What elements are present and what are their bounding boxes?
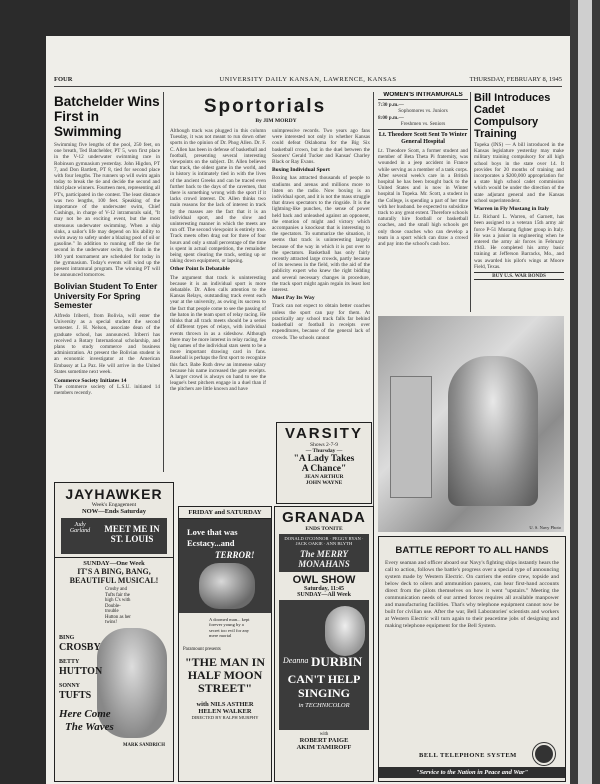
varsity-shows: Shows 2-7-9	[310, 442, 338, 448]
halfmoon-ad	[178, 506, 272, 782]
bolivian-body: Alfredo Iriberri, from Bolivia, will enter the University as a special student the second semester. J. H. Nelson, associate dean of the graduate school, has announced. Iriberri has received a Rotary International scholarship, and plans to study commerce and business administration. At present the Bolivian student is an economic investigator at the American Embassy at La Paz. He will arrive in the United States sometime next week.	[54, 312, 160, 375]
warren-body: Lt. Richard L. Warren, of Garnett, has been assigned to a veteran 15th army air force P-51 Mustang fighter group in Italy. He was a junior in engineering when he entered the army air forces in February 1943. He completed his army basic training at Jefferson Barracks, Mo., and was awarded his pilot's wings at Moore Field, Texas.	[474, 214, 564, 270]
granada-costar2: AKIM TAMIROFF	[296, 744, 352, 751]
photo-panel	[390, 376, 432, 498]
paper-name: UNIVERSITY DAILY KANSAN, LAWRENCE, KANSAS	[219, 76, 397, 83]
newspaper-page	[46, 36, 570, 784]
actor1-last: CROSBY	[59, 641, 101, 653]
granada-name: GRANADA	[282, 509, 366, 526]
issue-date: THURSDAY, FEBRUARY 8, 1945	[469, 76, 562, 83]
column-rule-1	[163, 92, 164, 472]
schedule-time-1: 7:30 p.m.—	[378, 102, 404, 109]
waves-title-1: Here Come	[59, 707, 111, 720]
scan-border-strip-inner	[578, 0, 592, 784]
bell-ad	[378, 536, 566, 782]
durbin-first: Deanna	[283, 656, 309, 665]
waves-tagline1: IT'S A BING, BANG,	[77, 567, 151, 576]
column-rule-4	[470, 92, 471, 312]
halfmoon-art	[179, 519, 271, 613]
batchelder-body: Swimming five lengths of the pool, 250 feet, on one breath, Ted Batchelder, PT 5, won first place in the V-12 underwater swimming race in Robinson gymnasium yesterday. John Higdon, PT 7, and Don Bartlett, PT 8, tied for second place with four lengths. The runners up will swim again today to break the tie and decide the second and third place winners. Fourteen men, representing all PT's, participated in the contest. The least distance was two lengths, 100 feet. Speaking of the importance of the underwater swim, Chief Cushings, in charge of V-12 intramurals said, "It may not be an exciting event, but the most strenuous underwater swimming. When a ship sinks, a sailor's life may depend on his ability to swim away to safety under a blazing pool of oil or gasoline." In addition to running off the tie for second in the underwater swim, the finals in the 100 yard tournament are scheduled for today in the gymnasium. Today's events will wind up the present intramural program. The winning PT will be announced tomorrow.	[54, 142, 160, 279]
cant-help-title2: SINGING	[297, 686, 350, 700]
meet-me-title: MEET ME IN ST. LOUIS	[104, 524, 160, 544]
sportorials-continued: unimpressive records. Two years ago fans were interested not only in whether Kansas could defeat Oklahoma for the Big Six basketball crown, but in the duel between the Sooners' Gerald Tucker and Kansas' Charley Black or Ray Evans.	[272, 128, 370, 166]
waves-title-2: The Waves	[65, 720, 114, 733]
scott-body: Lt. Theodore Scott, a former student and member of Beta Theta Pi fraternity, was wounded in a jeep accident in France while serving as a member of a tank corps. After several week's care in a British hospital he has been brought back to the United States and is now in Winter hospital in Topeka. Mr. Scott, a student in the College, is spending a part of her time with her husband. be expected to subsidize track to any great extent. Therefore schools naturally hire football or basketball coaches, and the small high schools get only those coaches who can develop a team in a sport which can draw a crowd and pay into the school's cash box.	[378, 148, 468, 248]
page-number: FOUR	[54, 76, 73, 83]
granada-costar1: ROBERT PAIGE	[299, 737, 349, 744]
durbin-last: DURBIN	[311, 654, 363, 669]
column-5	[474, 92, 564, 314]
bell-headline: BATTLE REPORT TO ALL HANDS	[395, 545, 549, 556]
halfmoon-costar: HELEN WALKER	[198, 707, 252, 715]
halfmoon-with: with NILS ASTHER	[196, 700, 254, 708]
column-4	[378, 92, 468, 314]
halfmoon-studio: Paramount presents	[183, 646, 221, 652]
waves-tagline2: BEAUTIFUL MUSICAL!	[69, 576, 159, 585]
granada-with: with	[319, 732, 329, 737]
womens-intramurals-headline: WOMEN'S INTRAMURALS	[378, 92, 468, 100]
column-rule-3	[373, 92, 374, 512]
actor3	[59, 682, 91, 700]
durbin-face	[325, 606, 365, 656]
granada-film: The MERRY MONAHANS	[298, 548, 350, 569]
actor2-first: BETTY	[59, 658, 80, 665]
sportorials-title: Sportorials	[203, 96, 327, 117]
waves-cast	[55, 628, 173, 748]
halfmoon-faces	[199, 563, 255, 609]
page-header	[54, 74, 562, 87]
varsity-day: — Thursday —	[305, 448, 343, 454]
scan-border-strip	[570, 0, 600, 784]
bell-logo-icon	[533, 743, 555, 765]
owl-show-next: SUNDAY—All Week	[297, 592, 351, 598]
jayhawker-name: JAYHAWKER	[65, 486, 163, 502]
halfmoon-title1: "THE MAN IN	[185, 654, 265, 669]
jayhawker-now: NOW—Ends Saturday	[81, 508, 147, 515]
varsity-ad	[276, 422, 372, 504]
varsity-title-line2: A Chance"	[301, 464, 347, 474]
halfmoon-title3: STREET"	[197, 680, 253, 695]
sportorials-byline: By JIM MORDY	[255, 118, 297, 124]
halfmoon-promo: A doomed man... kept forever young by a secret too evil for any mere mortal	[209, 617, 250, 639]
war-bonds-banner: BUY U.S. WAR BONDS	[474, 272, 564, 280]
halfmoon-tag3: TERROR!	[215, 550, 255, 560]
actor3-last: TUFTS	[59, 689, 92, 701]
jayhawker-engagement: Week's Engagement	[91, 502, 137, 508]
batchelder-headline: Batchelder Wins First in Swimming	[54, 94, 160, 139]
meet-me-box	[61, 518, 167, 554]
photo-credit: U. S. Navy Photo	[529, 525, 561, 530]
varsity-title-line1: "A Lady Takes	[293, 454, 355, 464]
navy-photo	[378, 316, 564, 532]
actor1-first: BING	[59, 634, 75, 641]
actor1	[59, 634, 101, 652]
bolivian-headline: Bolivian Student To Enter University For Spring Semester	[54, 281, 158, 311]
scott-headline: Lt. Theodore Scott Sent To Winter General Hospital	[378, 129, 468, 146]
pay-subhead: Must Pay Its Way	[272, 295, 315, 302]
varsity-star2: JOHN WAYNE	[305, 480, 343, 486]
commerce-body: The commerce society of L.S.U. initiated 14 members recently.	[54, 384, 160, 397]
waves-promo: Crosby and Tufts fair the high C's with Double-trouble Hutton as her twins!	[105, 587, 131, 625]
cadet-bill-headline: Bill Introduces Cadet Compulsory Training	[474, 92, 551, 140]
photo-figure	[448, 356, 538, 506]
technicolor-label: in TECHNICOLOR	[298, 702, 350, 709]
bell-slogan: "Service to the Nation in Peace and War"	[379, 767, 565, 778]
halfmoon-title2: HALF MOON	[187, 667, 263, 682]
varsity-star1: JEAN ARTHUR	[304, 474, 344, 480]
varsity-name: VARSITY	[285, 425, 363, 442]
waves-director: MARK SANDRICH	[123, 742, 165, 748]
boxing-subhead: Boxing Individual Sport	[272, 167, 330, 174]
jayhawker-ad	[54, 482, 174, 782]
granada-cast-box	[279, 534, 369, 572]
halfmoon-header: FRIDAY and SATURDAY	[179, 507, 271, 519]
actor3-first: SONNY	[59, 682, 81, 689]
granada-ad	[274, 506, 374, 782]
cadet-bill-body: Topeka (INS) — A bill introduced in the Kansas legislature yesterday may make military training compulsory for all high school boys in the state over 14. It provides for 20 months of training and incorporates a $200,000 appropriation for a state high school cadet commission which would be under the direction of the state adjutant general and the Kansas school superintendent.	[474, 142, 564, 204]
granada-ends: ENDS TONITE	[305, 526, 343, 532]
schedule-time-2: 8:00 p.m.—	[378, 114, 404, 121]
sportorials-body2: The argument that track is uninteresting because it is an individual sport is more debatable. Dr. Allen calls attention to the Kansas Relays, outstanding track event each year at the university, as owing its success to the fact that people come to see the passing of the baton in the team sport of relay racing. He thinks that all track meets should be a series of different types of relays, with individual events thrown in as a sideshow. Although there may be more interest in relay racing, the big names of the individual stars seem to be a more important drawing card in fans. Baseball is perhaps the first sport to recognize this fact. Babe Ruth drew an immense salary because his name increased the gate receipts. A larger crowd is always on hand to see the league's best pitchers engage in a duel than if the pitchers are little known and have	[170, 274, 266, 393]
schedule-teams-2: Freshmen vs. Seniors	[400, 120, 446, 127]
sportorials-subhead: Other Point Is Debatable	[170, 266, 230, 273]
column-1	[54, 94, 160, 476]
boxing-body: Boxing has attracted thousands of people to stadiums and arenas and millions more to listen on the radio. Now boxing is an individual sport, and it is not the mass struggle that draws spectators to the ringside. It is the lightning-like punches, the sense of power held back and unleashed against an opponent, the emotion of might and victory which accompanies a knockout that is interesting to the spectators. To summarize the situation, it seems that track is uninteresting largely because of the way in which it is put over to the spectators. Basketball has only fairly recently attracted large crowds, partly because of its newness in the field, with the aid of the publicity expert who knew the right bidding and several necessary changes in procedure, the track sport might again regain its least lost interest.	[272, 175, 370, 294]
halfmoon-tag1: Love that was	[187, 527, 238, 537]
halfmoon-director: DIRECTED BY RALPH MURPHY	[191, 714, 259, 720]
warren-subhead: Warren in Fly Mustang in Italy	[474, 206, 549, 213]
durbin-art	[279, 600, 369, 730]
column-2	[170, 128, 266, 473]
commerce-headline: Commerce Society Initiates 14	[54, 378, 127, 384]
schedule-teams-1: Sophomores vs. Juniors	[398, 108, 448, 115]
bell-body: Every seaman and officer aboard our Navy's fighting ships instantly hears the call to action, follows the battle's progress over a special type of announcing system made by Western Electric. On carriers the entire crew, topside and below deck to oilers and ammunition passers, can hear first-hand accounts direct from the pilots themselves on how it went "upstairs." Meeting the communication needs of our armed forces requires all available manpower and manufacturing facilities. That's why telephone equipment cannot now be built for civilian use. After the war, Bell Laboratories' scientists and workers at Western Electric will turn again to their peacetime jobs of designing and making telephone equipment for the Bell System.	[385, 560, 559, 629]
bell-company: BELL TELEPHONE SYSTEM	[419, 752, 517, 759]
actor2	[59, 658, 102, 676]
sportorials-body: Although track was plugged in this column Tuesday, it was not meant to run down other sports in the opinion of Dr. Phog Allen. Dr. F. C. Allen has been in defense of basketball and football, presenting several interesting viewpoints on the subject. Dr. Allen believes that track, the oldest game in the world, and in history is intimately tied in with the lives of the ancient Greeks and can be traced even further back to the days of the cavemen, that there is something wrong with the sport if it lacks crowd interest. Dr. Allen thinks two main reasons for the lack of interest in track by the masses are the fact that it is an individual sport, and the slow and uninteresting manner in which the meets are run off. The second viewpoint is entirely true. Track meets often drag out for three of four hours and only a small percentage of the time is spent in actual competition, the remainder being spent clearing the track, setting up or taking down equipment, or lapsing.	[170, 128, 266, 265]
granada-cast: DONALD O'CONNOR · PEGGY RYAN · JACK OAKIE · ANN BLYTH	[284, 536, 364, 547]
judy-garland-label: Judy Garland	[69, 522, 91, 534]
owl-show: OWL SHOW	[292, 574, 356, 586]
actor2-last: HUTTON	[59, 665, 103, 677]
owl-show-time: Saturday, 11:45	[303, 586, 344, 592]
halfmoon-tag2: Ecstacy...and	[187, 538, 235, 548]
cant-help-title1: CAN'T HELP	[287, 672, 361, 686]
pay-body: Track can not expect to obtain better coaches unless the sport can pay for them. At practically any school track falls far behind basketball or football in receipts over expenditures, because of the general lack of crowds. The schools cannot	[272, 303, 370, 341]
jayhawker-next: SUNDAY—One Week	[55, 557, 173, 567]
column-3	[272, 128, 370, 418]
